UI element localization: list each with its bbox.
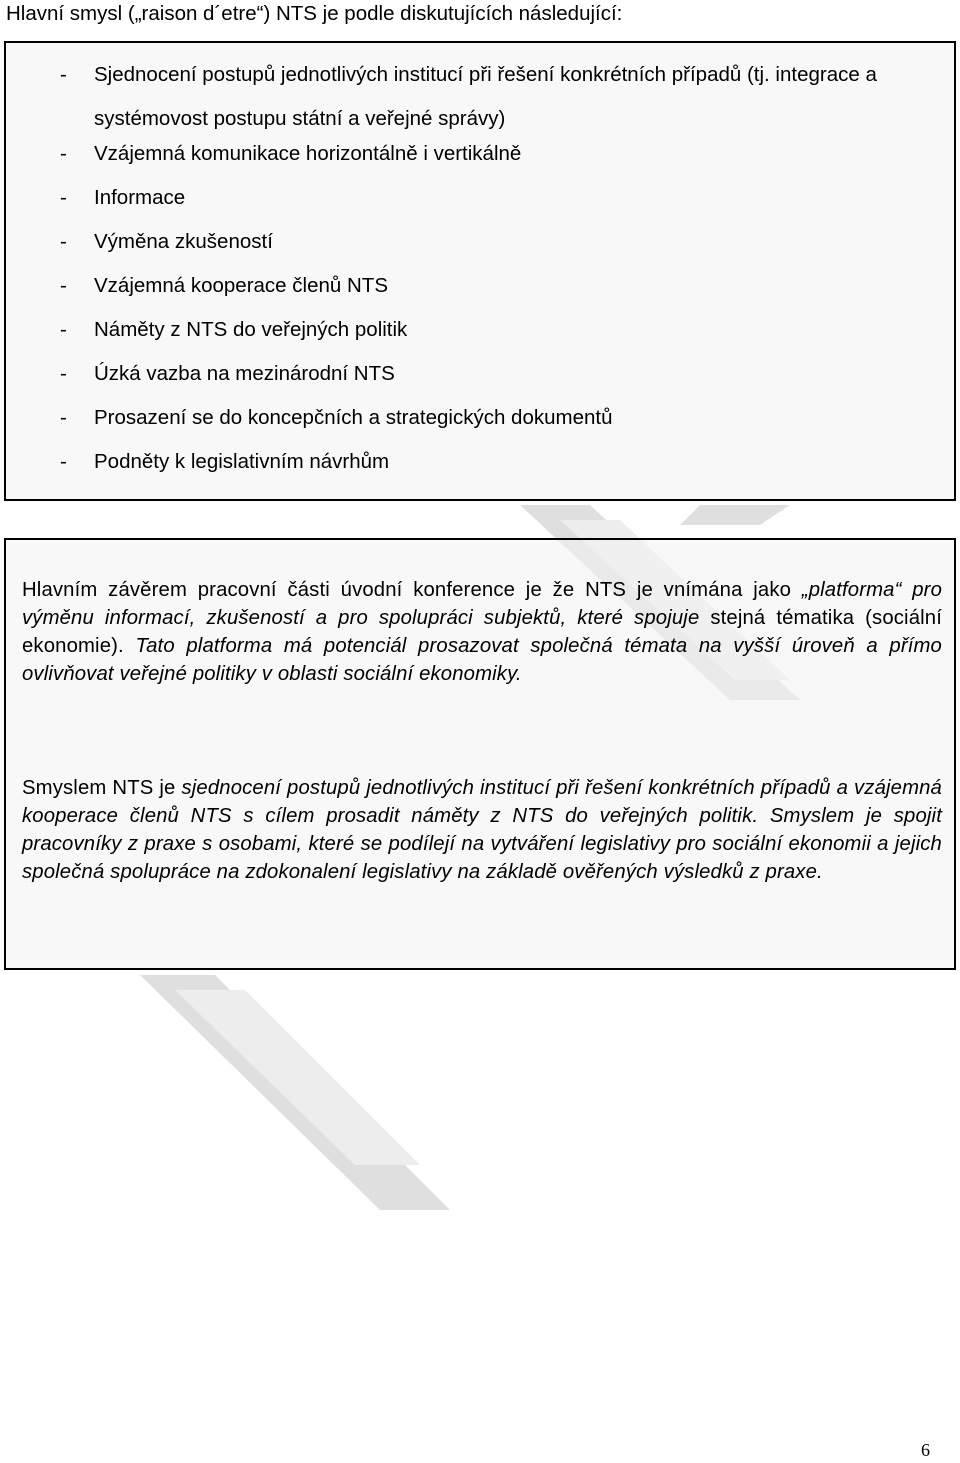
summary-box xyxy=(4,538,956,970)
list-dash: - xyxy=(60,450,67,473)
list-dash: - xyxy=(60,186,67,209)
list-item xyxy=(6,449,954,493)
list-item-text: Podněty k legislativním návrhům xyxy=(94,450,390,473)
purpose-paragraph xyxy=(22,774,942,886)
list-item-text: Informace xyxy=(94,186,186,209)
list-item xyxy=(6,53,954,141)
purpose-text-1: Smyslem NTS je xyxy=(22,777,182,799)
intro-line: Hlavní smysl („raison d´etre“) NTS je podle diskutujících následující: xyxy=(6,2,623,25)
list-item xyxy=(6,141,954,185)
list-item-text: Vzájemná kooperace členů NTS xyxy=(94,274,388,297)
purposes-list xyxy=(6,62,954,493)
list-item-text: Náměty z NTS do veřejných politik xyxy=(94,318,408,341)
list-item xyxy=(6,405,954,449)
purposes-box xyxy=(4,41,956,501)
list-item xyxy=(6,273,954,317)
list-item xyxy=(6,229,954,273)
list-dash: - xyxy=(60,230,67,253)
list-item xyxy=(6,317,954,361)
conclusion-text-2: „platforma“ pro výměnu informací, zkušeností a pro spolupráci subjektů, které spojuje xyxy=(22,579,943,629)
list-item-text: Úzká vazba na mezinárodní NTS xyxy=(94,362,395,385)
list-item-text: Prosazení se do koncepčních a strategických dokumentů xyxy=(94,406,613,429)
list-dash: - xyxy=(60,63,67,86)
list-item xyxy=(6,361,954,405)
conclusion-text-3: stejná tématika (sociální ekonomie). xyxy=(22,607,942,657)
list-dash: - xyxy=(60,274,67,297)
list-dash: - xyxy=(60,142,67,165)
list-dash: - xyxy=(60,362,67,385)
list-item-text: Výměna zkušeností xyxy=(94,230,273,253)
purpose-text-2: sjednocení postupů jednotlivých institucí při řešení konkrétních případů a vzájemná kooperace členů NTS s cílem prosadit náměty z NTS do veřejných politik. Smyslem je spojit pracovníky z praxe s osobami, které se podílejí na vytváření legislativy pro sociální ekonomii a jejich společná spolupráce na zdokonalení legislativy na základě ověřených výsledků z praxe. xyxy=(22,777,942,883)
list-item-text: Sjednocení postupů jednotlivých institucí při řešení konkrétních případů (tj. integrace a systémovost postupu státní a veřejné správy) xyxy=(94,63,877,130)
conclusion-text-4: Tato platforma má potenciál prosazovat společná témata na vyšší úroveň a přímo ovlivňovat veřejné politiky v oblasti sociální ekonomiky. xyxy=(22,635,942,685)
conclusion-paragraph xyxy=(22,576,942,688)
conclusion-text-1: Hlavním závěrem pracovní části úvodní konference je že NTS je vnímána jako xyxy=(22,579,802,601)
list-dash: - xyxy=(60,318,67,341)
page-number: 6 xyxy=(921,1440,930,1460)
list-dash: - xyxy=(60,406,67,429)
list-item-text: Vzájemná komunikace horizontálně i vertikálně xyxy=(94,142,522,165)
list-item xyxy=(6,185,954,229)
